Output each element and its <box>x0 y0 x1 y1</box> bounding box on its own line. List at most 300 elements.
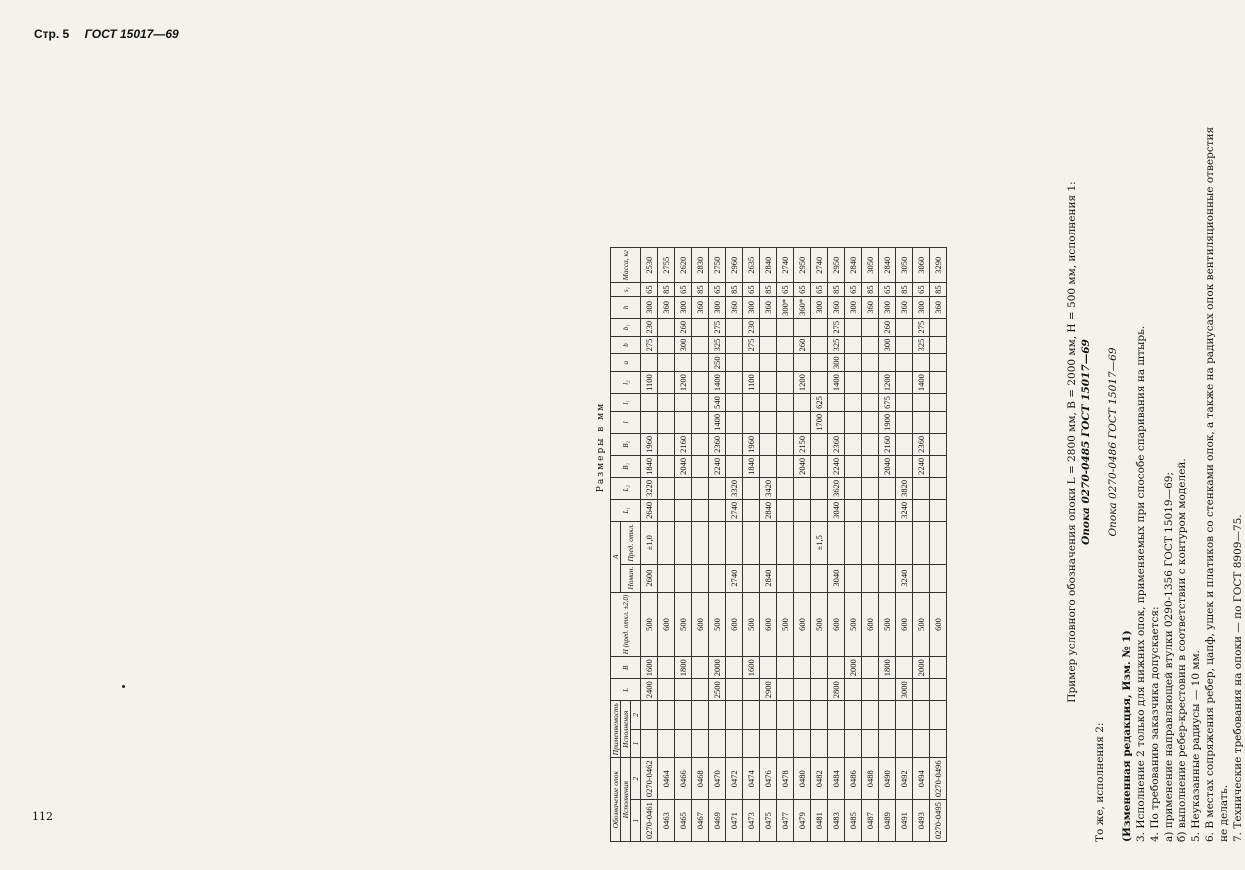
cell-L1 <box>777 499 794 521</box>
head-deviation: Пред. откл. <box>621 521 641 564</box>
cell-l1: 540 <box>709 394 726 412</box>
cell-a1 <box>726 729 743 758</box>
cell-a <box>658 354 675 372</box>
cell-b1: 275 <box>913 318 930 336</box>
head-designation: Обозначение опок <box>611 758 621 842</box>
cell-a2 <box>896 701 913 730</box>
cell-B1 <box>777 455 794 477</box>
cell-d1: 0491 <box>896 800 913 842</box>
cell-l2 <box>658 372 675 394</box>
cell-l1 <box>930 394 947 412</box>
cell-A <box>862 564 879 592</box>
cell-dev <box>862 521 879 564</box>
cell-L2 <box>930 477 947 499</box>
cell-L2 <box>845 477 862 499</box>
cell-l <box>930 411 947 433</box>
cell-b: 325 <box>828 336 845 354</box>
print-speck <box>122 685 125 688</box>
head-app-2: 2 <box>631 701 641 730</box>
cell-B2 <box>692 433 709 455</box>
cell-m: 2950 <box>828 248 845 283</box>
cell-H: 500 <box>675 592 692 657</box>
cell-dev <box>658 521 675 564</box>
cell-l <box>828 411 845 433</box>
cell-a1 <box>913 729 930 758</box>
cell-d1: 0473 <box>743 800 760 842</box>
cell-s1: 65 <box>641 283 658 297</box>
cell-m: 2840 <box>879 248 896 283</box>
cell-L2 <box>692 477 709 499</box>
cell-B <box>862 657 879 679</box>
cell-d1: 0469 <box>709 800 726 842</box>
cell-h: 300 <box>845 296 862 318</box>
head-L: L <box>611 679 641 701</box>
cell-m: 2740 <box>777 248 794 283</box>
cell-b1 <box>794 318 811 336</box>
same-exec2: То же, исполнения 2: <box>1093 722 1106 842</box>
cell-dev <box>692 521 709 564</box>
cell-a <box>743 354 760 372</box>
cell-L <box>726 679 743 701</box>
cell-B2 <box>726 433 743 455</box>
cell-b: 260 <box>794 336 811 354</box>
cell-L1 <box>709 499 726 521</box>
cell-dev <box>930 521 947 564</box>
cell-L1 <box>675 499 692 521</box>
cell-d1: 0493 <box>913 800 930 842</box>
head-applicability: Применяемость <box>611 701 621 758</box>
cell-d1: 0481 <box>811 800 828 842</box>
cell-a1 <box>862 729 879 758</box>
cell-A: 2740 <box>726 564 743 592</box>
cell-l2 <box>930 372 947 394</box>
cell-d1: 0487 <box>862 800 879 842</box>
cell-L <box>692 679 709 701</box>
example-designation2: Опока 0270-0486 ГОСТ 15017—69 <box>1107 347 1120 537</box>
cell-B1 <box>862 455 879 477</box>
table-row <box>879 248 896 842</box>
cell-b1 <box>862 318 879 336</box>
cell-h: 300 <box>709 296 726 318</box>
cell-L <box>743 679 760 701</box>
cell-L1 <box>811 499 828 521</box>
cell-h: 360 <box>862 296 879 318</box>
cell-l2 <box>845 372 862 394</box>
cell-m: 2960 <box>726 248 743 283</box>
cell-a1 <box>641 729 658 758</box>
cell-b1: 260 <box>879 318 896 336</box>
cell-b1: 260 <box>675 318 692 336</box>
cell-l2 <box>726 372 743 394</box>
cell-B <box>930 657 947 679</box>
cell-d2: 0480 <box>794 758 811 800</box>
cell-H: 600 <box>828 592 845 657</box>
cell-b1: 230 <box>641 318 658 336</box>
cell-B <box>726 657 743 679</box>
cell-s1: 85 <box>828 283 845 297</box>
cell-b <box>896 336 913 354</box>
cell-d2: 0270-0496 <box>930 758 947 800</box>
cell-L1: 2740 <box>726 499 743 521</box>
cell-m: 2750 <box>709 248 726 283</box>
cell-dev <box>675 521 692 564</box>
cell-B <box>658 657 675 679</box>
cell-b1 <box>811 318 828 336</box>
cell-l2 <box>777 372 794 394</box>
table-row <box>930 248 947 842</box>
cell-a2 <box>777 701 794 730</box>
cell-L1 <box>879 499 896 521</box>
cell-B2: 2150 <box>794 433 811 455</box>
cell-b1 <box>760 318 777 336</box>
cell-l1 <box>896 394 913 412</box>
cell-a2 <box>675 701 692 730</box>
cell-a <box>930 354 947 372</box>
cell-h: 360 <box>658 296 675 318</box>
table-row <box>896 248 913 842</box>
cell-B1: 2240 <box>709 455 726 477</box>
head-L1: L₁ <box>611 499 641 521</box>
table-row <box>760 248 777 842</box>
table-row <box>692 248 709 842</box>
cell-A: 2840 <box>760 564 777 592</box>
cell-l <box>760 411 777 433</box>
cell-d2: 0476 <box>760 758 777 800</box>
cell-L <box>862 679 879 701</box>
cell-b: 325 <box>913 336 930 354</box>
cell-L <box>658 679 675 701</box>
rotated-content <box>596 22 1244 842</box>
cell-L <box>794 679 811 701</box>
cell-L1 <box>658 499 675 521</box>
amend-note: (Измененная редакция, Изм. № 1) <box>1121 630 1134 842</box>
cell-a: 250 <box>709 354 726 372</box>
cell-L: 2900 <box>760 679 777 701</box>
head-b: b <box>611 336 641 354</box>
cell-a1 <box>845 729 862 758</box>
cell-B <box>794 657 811 679</box>
cell-L1 <box>862 499 879 521</box>
table-row <box>726 248 743 842</box>
cell-B1: 2040 <box>794 455 811 477</box>
cell-l2: 1400 <box>913 372 930 394</box>
cell-l <box>743 411 760 433</box>
cell-A <box>930 564 947 592</box>
cell-A <box>709 564 726 592</box>
note-4b: б) выполнение ребер-крестовин в соответствии с контуром моделей. <box>1176 458 1189 842</box>
cell-L1 <box>692 499 709 521</box>
head-app-1: 1 <box>631 729 641 758</box>
cell-s1: 65 <box>913 283 930 297</box>
cell-B2 <box>930 433 947 455</box>
cell-dev <box>794 521 811 564</box>
note-3: 3. Исполнение 2 только для нижних опок, применяемых при способе спаривания на штырь. <box>1134 325 1147 842</box>
cell-A <box>743 564 760 592</box>
table-row <box>862 248 879 842</box>
cell-d2: 0482 <box>811 758 828 800</box>
cell-l1 <box>913 394 930 412</box>
cell-B2 <box>862 433 879 455</box>
example-line: Пример условного обозначения опоки L = 2800 мм, B = 2000 мм, H = 500 мм, исполнения 1: <box>1066 181 1078 703</box>
cell-B2: 2160 <box>879 433 896 455</box>
note-5: 5. Неуказанные радиусы — 10 мм. <box>1190 649 1203 842</box>
cell-B2 <box>811 433 828 455</box>
cell-d1: 0270-0461 <box>641 800 658 842</box>
cell-a1 <box>658 729 675 758</box>
cell-s1: 85 <box>896 283 913 297</box>
cell-a <box>896 354 913 372</box>
cell-H: 600 <box>760 592 777 657</box>
head-execution: Исполнения <box>621 758 631 842</box>
cell-L2 <box>913 477 930 499</box>
cell-B2: 2360 <box>913 433 930 455</box>
cell-B2: 2360 <box>828 433 845 455</box>
cell-B1: 2040 <box>675 455 692 477</box>
cell-L1 <box>743 499 760 521</box>
cell-d2: 0486 <box>845 758 862 800</box>
cell-B2 <box>760 433 777 455</box>
cell-h: 360 <box>760 296 777 318</box>
cell-d2: 0490 <box>879 758 896 800</box>
cell-h: 300 <box>811 296 828 318</box>
cell-b: 275 <box>641 336 658 354</box>
cell-h: 360 <box>692 296 709 318</box>
cell-B <box>811 657 828 679</box>
cell-a <box>794 354 811 372</box>
cell-l1 <box>658 394 675 412</box>
cell-a2 <box>930 701 947 730</box>
cell-B <box>896 657 913 679</box>
cell-l: 1400 <box>709 411 726 433</box>
cell-L <box>777 679 794 701</box>
cell-a2 <box>641 701 658 730</box>
cell-B: 2000 <box>709 657 726 679</box>
cell-L2: 3320 <box>726 477 743 499</box>
cell-l <box>777 411 794 433</box>
cell-A <box>794 564 811 592</box>
cell-b1 <box>692 318 709 336</box>
cell-B1 <box>811 455 828 477</box>
cell-l2 <box>811 372 828 394</box>
cell-d2: 0474 <box>743 758 760 800</box>
cell-B1: 1840 <box>641 455 658 477</box>
cell-A <box>777 564 794 592</box>
head-b1: b₁ <box>611 318 641 336</box>
cell-a1 <box>879 729 896 758</box>
cell-l <box>913 411 930 433</box>
cell-l2: 1100 <box>743 372 760 394</box>
cell-H: 500 <box>777 592 794 657</box>
table-row <box>828 248 845 842</box>
head-a: a <box>611 354 641 372</box>
cell-h: 360 <box>896 296 913 318</box>
cell-m: 2740 <box>811 248 828 283</box>
cell-L2: 3620 <box>828 477 845 499</box>
cell-b <box>862 336 879 354</box>
cell-m: 2620 <box>675 248 692 283</box>
cell-s1: 65 <box>794 283 811 297</box>
head-H: H (пред. откл. ±2,0) <box>611 592 641 657</box>
cell-d1: 0475 <box>760 800 777 842</box>
cell-m: 3050 <box>862 248 879 283</box>
cell-h: 360 <box>930 296 947 318</box>
cell-h: 300* <box>777 296 794 318</box>
cell-B2: 2160 <box>675 433 692 455</box>
page-header <box>34 27 179 41</box>
cell-d1: 0471 <box>726 800 743 842</box>
cell-b: 300 <box>675 336 692 354</box>
cell-h: 300 <box>675 296 692 318</box>
cell-h: 360* <box>794 296 811 318</box>
cell-L2 <box>794 477 811 499</box>
cell-l2: 1200 <box>794 372 811 394</box>
cell-a2 <box>862 701 879 730</box>
cell-s1: 65 <box>845 283 862 297</box>
cell-a2 <box>811 701 828 730</box>
cell-dev <box>896 521 913 564</box>
cell-B <box>828 657 845 679</box>
cell-H: 600 <box>896 592 913 657</box>
cell-a <box>811 354 828 372</box>
cell-l <box>675 411 692 433</box>
cell-l1 <box>794 394 811 412</box>
cell-b <box>658 336 675 354</box>
cell-a <box>675 354 692 372</box>
cell-H: 600 <box>930 592 947 657</box>
cell-d1: 0485 <box>845 800 862 842</box>
head-B2: B₂ <box>611 433 641 455</box>
cell-A <box>811 564 828 592</box>
cell-B1: 2040 <box>879 455 896 477</box>
cell-a2 <box>726 701 743 730</box>
cell-L2: 3220 <box>641 477 658 499</box>
cell-l: 1900 <box>879 411 896 433</box>
cell-d2: 0270-0462 <box>641 758 658 800</box>
cell-l1 <box>726 394 743 412</box>
cell-a <box>760 354 777 372</box>
cell-a1 <box>709 729 726 758</box>
cell-s1: 85 <box>930 283 947 297</box>
cell-a2 <box>913 701 930 730</box>
head-B1: B₁ <box>611 455 641 477</box>
cell-b1: 275 <box>828 318 845 336</box>
cell-d1: 0465 <box>675 800 692 842</box>
cell-B: 1600 <box>641 657 658 679</box>
note-7: 7. Технические требования на опоки — по ГОСТ 8909—75. <box>1231 514 1244 842</box>
cell-a1 <box>811 729 828 758</box>
cell-dev <box>845 521 862 564</box>
cell-dev <box>760 521 777 564</box>
page-number: 112 <box>32 810 53 823</box>
cell-s1: 85 <box>726 283 743 297</box>
cell-b1 <box>896 318 913 336</box>
cell-s1: 85 <box>692 283 709 297</box>
cell-B2 <box>845 433 862 455</box>
cell-a2 <box>845 701 862 730</box>
cell-a2 <box>692 701 709 730</box>
note-6: 6. В местах сопряжения ребер, цапф, ушек и платиков со стенками опок, а также на радиусах опок вентиляционные отверстия <box>1203 126 1216 842</box>
cell-l1 <box>845 394 862 412</box>
cell-b <box>726 336 743 354</box>
cell-s1: 85 <box>760 283 777 297</box>
cell-L2 <box>777 477 794 499</box>
cell-H: 500 <box>913 592 930 657</box>
page-label: Стр. 5 <box>34 27 70 41</box>
cell-a <box>913 354 930 372</box>
cell-B1: 1840 <box>743 455 760 477</box>
cell-l2 <box>862 372 879 394</box>
cell-A: 2600 <box>641 564 658 592</box>
cell-l1 <box>675 394 692 412</box>
cell-b1: 230 <box>743 318 760 336</box>
cell-b1 <box>845 318 862 336</box>
cell-d2: 0478 <box>777 758 794 800</box>
cell-d1: 0467 <box>692 800 709 842</box>
cell-m: 2755 <box>658 248 675 283</box>
cell-dev <box>777 521 794 564</box>
cell-m: 2840 <box>760 248 777 283</box>
cell-a: 300 <box>828 354 845 372</box>
cell-b1: 275 <box>709 318 726 336</box>
cell-s1: 85 <box>862 283 879 297</box>
cell-b <box>692 336 709 354</box>
table-row <box>811 248 828 842</box>
cell-L: 3000 <box>896 679 913 701</box>
cell-l2 <box>760 372 777 394</box>
cell-L <box>845 679 862 701</box>
standard-code: ГОСТ 15017—69 <box>84 27 179 41</box>
cell-dev <box>828 521 845 564</box>
cell-l1 <box>760 394 777 412</box>
notes-block <box>1066 42 1245 842</box>
head-L2: L₂ <box>611 477 641 499</box>
cell-m: 3290 <box>930 248 947 283</box>
cell-l2: 1400 <box>828 372 845 394</box>
cell-a1 <box>777 729 794 758</box>
cell-L1: 2840 <box>760 499 777 521</box>
table-row <box>913 248 930 842</box>
cell-d2: 0492 <box>896 758 913 800</box>
cell-l <box>845 411 862 433</box>
cell-L <box>930 679 947 701</box>
cell-s1: 65 <box>811 283 828 297</box>
cell-a1 <box>675 729 692 758</box>
head-B: B <box>611 657 641 679</box>
cell-B: 1800 <box>675 657 692 679</box>
cell-h: 360 <box>828 296 845 318</box>
cell-d2: 0488 <box>862 758 879 800</box>
cell-l1 <box>777 394 794 412</box>
cell-h: 300 <box>913 296 930 318</box>
cell-B: 2000 <box>845 657 862 679</box>
table-row <box>794 248 811 842</box>
cell-a1 <box>743 729 760 758</box>
cell-s1: 65 <box>777 283 794 297</box>
cell-L2 <box>879 477 896 499</box>
cell-b1 <box>777 318 794 336</box>
cell-B2 <box>896 433 913 455</box>
cell-m: 2830 <box>692 248 709 283</box>
cell-l2: 1400 <box>709 372 726 394</box>
cell-l <box>692 411 709 433</box>
cell-s1: 65 <box>879 283 896 297</box>
cell-a2 <box>760 701 777 730</box>
cell-l1 <box>862 394 879 412</box>
cell-A <box>879 564 896 592</box>
cell-d2: 0472 <box>726 758 743 800</box>
cell-B: 1600 <box>743 657 760 679</box>
cell-b1 <box>726 318 743 336</box>
